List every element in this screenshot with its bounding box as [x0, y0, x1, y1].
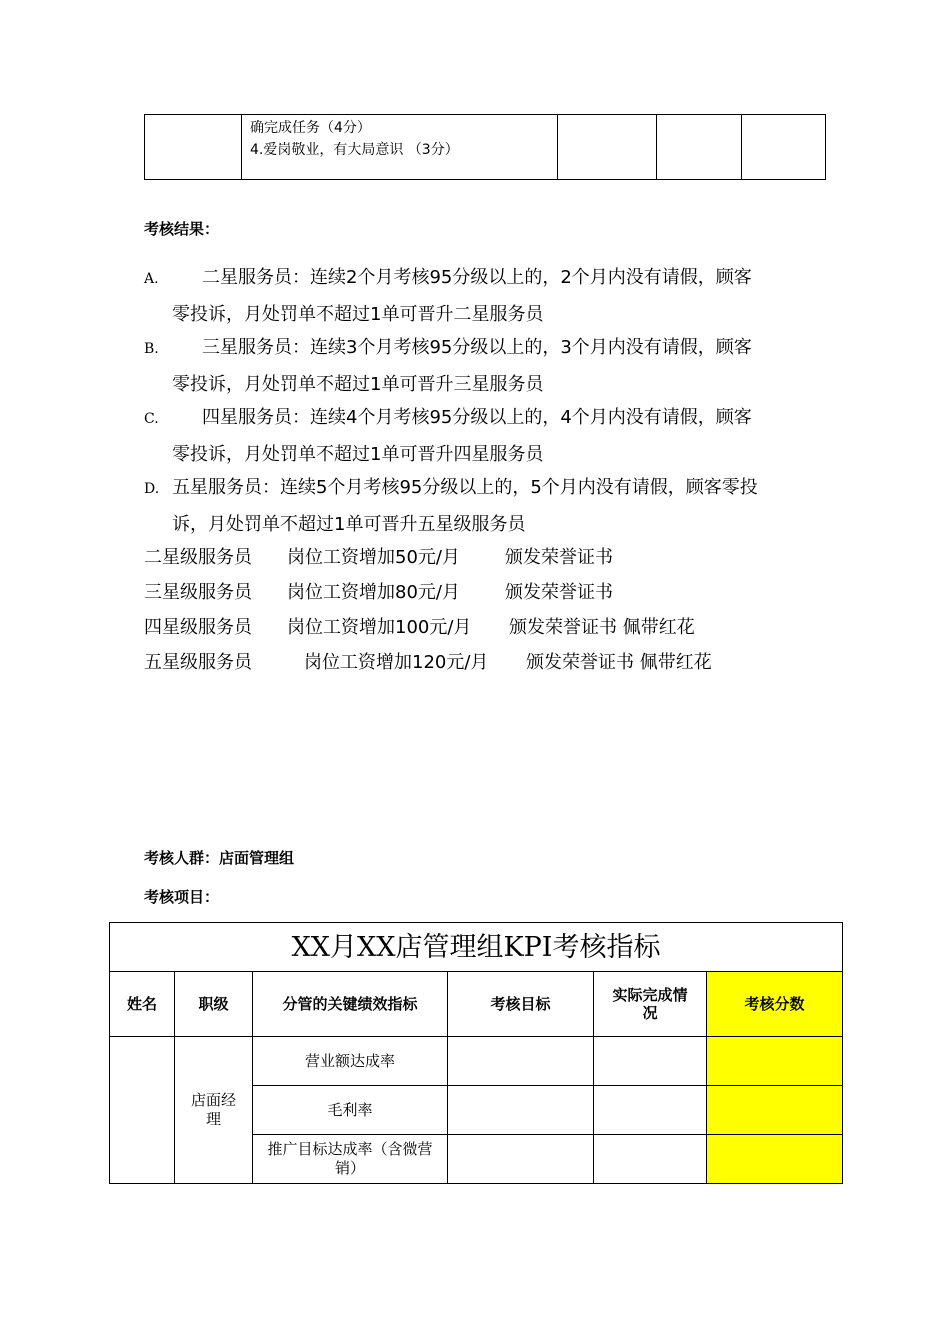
header-name: 姓名 [110, 972, 175, 1037]
rule-text: 五星服务员：连续5个月考核95分级以上的，5个月内没有请假，顾客零投 [172, 477, 758, 498]
reward-honor: 颁发荣誉证书 [505, 547, 613, 568]
reward-level: 五星级服务员 [144, 652, 252, 673]
list-marker: D. [144, 481, 160, 497]
reward-salary: 岗位工资增加50元/月 [287, 547, 460, 568]
reward-honor: 颁发荣誉证书 佩带红花 [526, 652, 712, 673]
assessment-project-label: 考核项目： [144, 888, 220, 906]
table-cell-empty [558, 115, 657, 180]
table-cell-empty [145, 115, 242, 180]
reward-honor: 颁发荣誉证书 佩带红花 [509, 617, 695, 638]
rule-text: 四星服务员：连续4个月考核95分级以上的，4个月内没有请假，顾客 [202, 407, 752, 428]
reward-salary: 岗位工资增加100元/月 [287, 617, 472, 638]
criteria-cell [242, 115, 558, 180]
reward-honor: 颁发荣誉证书 [505, 582, 613, 603]
target-cell[interactable] [448, 1086, 594, 1135]
table-cell-empty [657, 115, 742, 180]
promotion-rule-b [144, 330, 814, 402]
indicator-cell: 推广目标达成率（含微营销） [253, 1135, 448, 1184]
reward-salary: 岗位工资增加80元/月 [287, 582, 460, 603]
actual-cell[interactable] [594, 1135, 707, 1184]
actual-cell[interactable] [594, 1037, 707, 1086]
list-marker: A. [144, 271, 159, 287]
reward-salary: 岗位工资增加120元/月 [304, 652, 489, 673]
score-cell[interactable] [707, 1135, 843, 1184]
indicator-cell: 营业额达成率 [253, 1037, 448, 1086]
score-cell[interactable] [707, 1086, 843, 1135]
header-rank: 职级 [175, 972, 253, 1037]
score-cell[interactable] [707, 1037, 843, 1086]
promotion-rule-c [144, 400, 814, 472]
kpi-table-title: XX月XX店管理组KPI考核指标 [110, 923, 843, 972]
header-actual: 实际完成情况 [594, 972, 707, 1037]
reward-level: 二星级服务员 [144, 547, 252, 568]
rule-text-continued: 诉，月处罚单不超过1单可晋升五星级服务员 [172, 514, 526, 535]
header-kpi: 分管的关键绩效指标 [253, 972, 448, 1037]
actual-cell[interactable] [594, 1086, 707, 1135]
kpi-table [109, 922, 843, 1184]
assessment-group-label: 考核人群：店面管理组 [144, 849, 295, 867]
criteria-line: 4.爱岗敬业，有大局意识 （3分） [250, 142, 459, 158]
table-cell-empty [742, 115, 826, 180]
list-marker: B. [144, 341, 159, 357]
rule-text-continued: 零投诉，月处罚单不超过1单可晋升二星服务员 [172, 304, 544, 325]
result-heading: 考核结果： [144, 220, 220, 238]
rule-text: 二星服务员：连续2个月考核95分级以上的，2个月内没有请假，顾客 [202, 267, 752, 288]
rule-text-continued: 零投诉，月处罚单不超过1单可晋升四星服务员 [172, 444, 544, 465]
rule-text: 三星服务员：连续3个月考核95分级以上的，3个月内没有请假，顾客 [202, 337, 752, 358]
header-target: 考核目标 [448, 972, 594, 1037]
promotion-rule-a [144, 260, 814, 332]
target-cell[interactable] [448, 1135, 594, 1184]
list-marker: C. [144, 411, 159, 427]
previous-page-table [144, 114, 826, 180]
indicator-cell: 毛利率 [253, 1086, 448, 1135]
rule-text-continued: 零投诉，月处罚单不超过1单可晋升三星服务员 [172, 374, 544, 395]
reward-level: 四星级服务员 [144, 617, 252, 638]
target-cell[interactable] [448, 1037, 594, 1086]
header-score: 考核分数 [707, 972, 843, 1037]
rank-cell: 店面经理 [175, 1037, 253, 1184]
promotion-rule-d [144, 470, 814, 542]
reward-level: 三星级服务员 [144, 582, 252, 603]
criteria-line: 确完成任务（4分） [250, 120, 371, 136]
name-cell[interactable] [110, 1037, 175, 1184]
